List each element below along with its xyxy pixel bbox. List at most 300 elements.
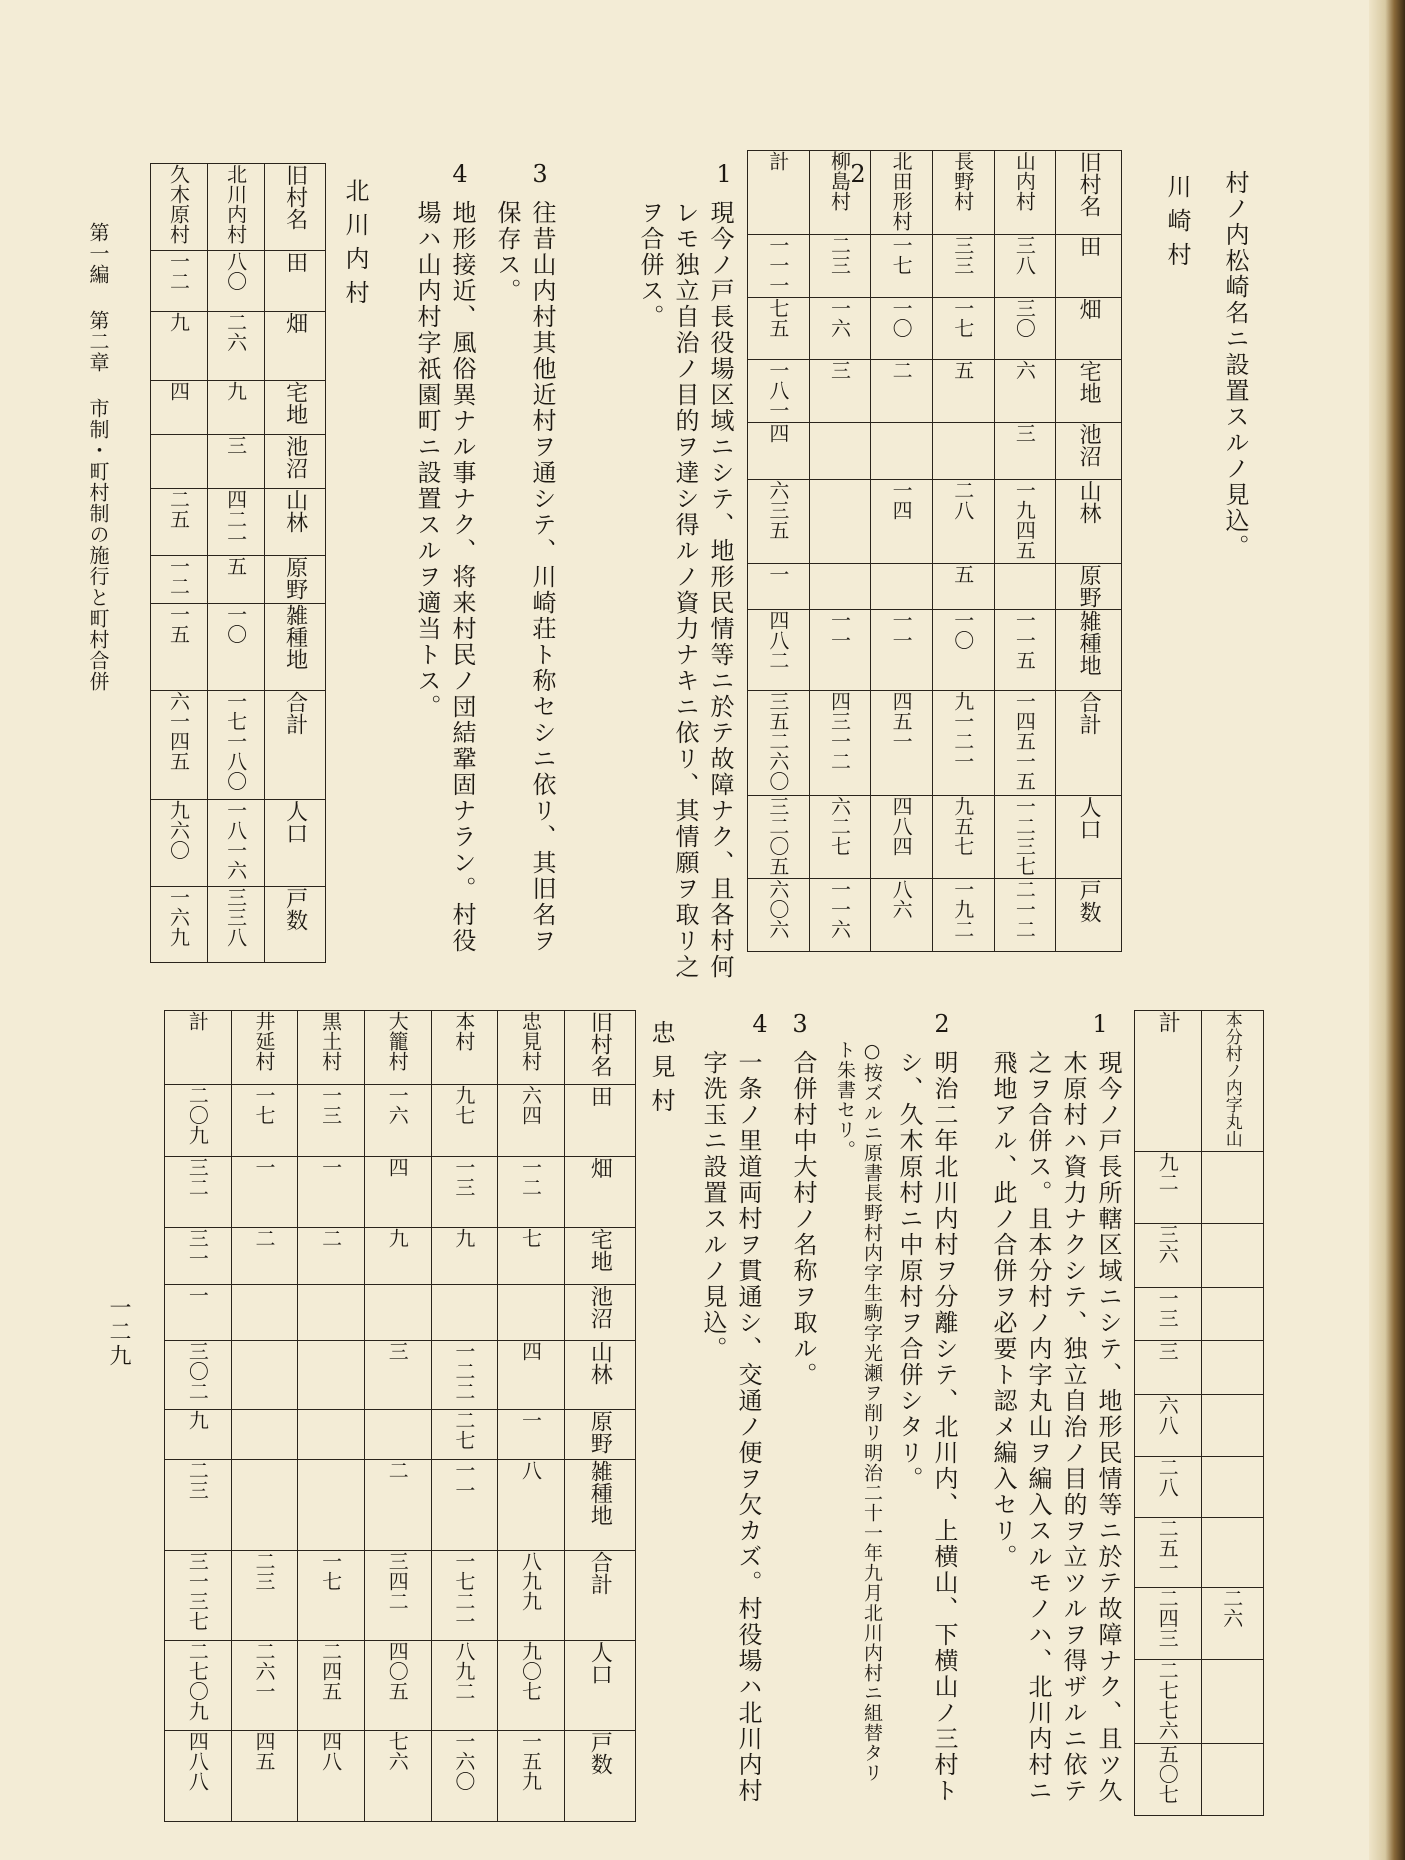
tadami-cell: 二〇九 [185, 1085, 210, 1146]
kitakawachi-table-cell [151, 604, 208, 690]
kitakawachi-table-cell [151, 381, 208, 435]
tadami-cell: 井延村 [251, 1011, 276, 1071]
tadami-table-cell [364, 1285, 431, 1341]
kitakawachi-note-2: 明治二年北川内村ヲ分離シテ、北川内、上横山、下横山ノ三村トシ、久木原村ニ中原村ヲ合併シタリ。 [895, 1050, 958, 1804]
kitakawachi-table-cell [151, 799, 208, 886]
kawasaki-table-cell [748, 563, 810, 610]
tadami-table-cell [165, 1409, 232, 1459]
kawasaki-table-cell [994, 610, 1056, 691]
continuation-value: 二七七六 [1155, 1660, 1180, 1741]
kitakawachi-note-2-num: 2 [928, 1010, 956, 1040]
kawasaki-table-cell [994, 879, 1056, 952]
kawasaki-table-cell [1056, 563, 1122, 610]
tadami-cell: 三一 [185, 1227, 210, 1268]
tadami-table-cell [364, 1459, 431, 1550]
tadami-table-cell [498, 1227, 565, 1285]
kitakawachi-table-cell [208, 251, 265, 311]
tadami-cell: 黒土村 [318, 1011, 343, 1071]
tadami-table-cell [231, 1085, 298, 1156]
kawasaki-note-4-num: 4 [446, 160, 474, 190]
kawasaki-cell: 長野村 [950, 151, 975, 211]
tadami-table-cell [364, 1409, 431, 1459]
kawasaki-cell: 四八四 [889, 795, 914, 856]
tadami-cell: 一七 [318, 1550, 343, 1591]
kawasaki-header-cell: 原野 [1076, 563, 1102, 608]
kitakawachi-cell: 九 [166, 311, 191, 332]
tadami-header-cell: 池沼 [587, 1285, 613, 1330]
tadami-cell: 三 [385, 1340, 410, 1361]
kitakawachi-table-cell [208, 799, 265, 886]
kitakawachi-table-cell [208, 381, 265, 435]
tadami-table-cell [564, 1011, 635, 1085]
kawasaki-table-cell [994, 795, 1056, 879]
tadami-table-cell [431, 1459, 498, 1550]
tadami-table-cell [498, 1285, 565, 1341]
kawasaki-table-cell [809, 297, 871, 359]
kawasaki-table-cell [994, 151, 1056, 235]
kawasaki-table-cell [994, 691, 1056, 796]
continuation-cell [1135, 1660, 1202, 1743]
tadami-cell: 一三 [451, 1156, 476, 1197]
tadami-cell: 一六 [385, 1085, 410, 1126]
kawasaki-table-cell [1056, 480, 1122, 564]
kawasaki-table-cell [932, 151, 994, 235]
kawasaki-cell: 一 [765, 563, 790, 584]
kawasaki-table-cell [871, 480, 933, 564]
tadami-cell: 三一三七 [185, 1550, 210, 1631]
tadami-table-cell [231, 1640, 298, 1730]
tadami-cell: 一二二 [451, 1340, 476, 1401]
tadami-cell: 七 [518, 1227, 543, 1248]
tadami-table-cell [165, 1550, 232, 1640]
tadami-table-cell [165, 1285, 232, 1341]
kitakawachi-table-cell [151, 251, 208, 311]
kawasaki-table-cell [809, 563, 871, 610]
kawasaki-note-3-num: 3 [526, 160, 554, 190]
kitakawachi-table-cell [208, 555, 265, 604]
kawasaki-table-cell [871, 795, 933, 879]
tadami-header-cell: 人口 [587, 1640, 613, 1685]
tadami-table-cell [165, 1227, 232, 1285]
kitakawachi-table-cell [265, 887, 326, 963]
continuation-value: 一三 [1155, 1287, 1180, 1328]
kawasaki-table-cell [932, 879, 994, 952]
tadami-table-cell [165, 1011, 232, 1085]
kitakawachi-table [150, 163, 326, 963]
kawasaki-cell: 九一二一 [950, 691, 975, 772]
kawasaki-header-cell: 田 [1076, 234, 1102, 257]
kitakawachi-cell: 二六 [223, 311, 248, 352]
kitakawachi-table-cell [265, 251, 326, 311]
continuation-cell [1201, 1660, 1263, 1743]
kawasaki-table-cell [871, 297, 933, 359]
continuation-cell [1135, 1456, 1202, 1518]
kawasaki-table-cell [748, 879, 810, 952]
tadami-table-cell [231, 1409, 298, 1459]
kawasaki-table-cell [809, 360, 871, 423]
tadami-cell: 六四 [518, 1085, 543, 1126]
kawasaki-cell: 一一 [827, 610, 852, 651]
kawasaki-table-cell [994, 360, 1056, 423]
tadami-table-cell [231, 1011, 298, 1085]
kawasaki-table-cell [748, 610, 810, 691]
tadami-table-cell [431, 1640, 498, 1730]
kitakawachi-header-cell: 戸数 [282, 887, 308, 932]
kitakawachi-cell: 一七一八〇 [223, 690, 248, 791]
continuation-cell [1135, 1518, 1202, 1588]
kitakawachi-note-1: 現今ノ戸長所轄区域ニシテ、地形民情等ニ於テ故障ナク、且ツ久木原村ハ資力ナクシテ、独立自治ノ目的ヲ立ツルヲ得ザルニ依テ之ヲ合併ス。且本分村ノ内字丸山ヲ編入スルモノハ、北川内村ニ飛地アル、此ノ合併ヲ必要ト認メ編入セリ。 [989, 1050, 1122, 1804]
tadami-table-cell [364, 1085, 431, 1156]
continuation-cell [1135, 1152, 1202, 1224]
kawasaki-cell: 四五一 [889, 691, 914, 752]
kawasaki-cell: 一一五 [1012, 610, 1037, 671]
kawasaki-table-cell [932, 234, 994, 297]
kitakawachi-table-cell [265, 555, 326, 604]
tadami-table-cell [498, 1640, 565, 1730]
kawasaki-note-4: 地形接近、風俗異ナル事ナク、将来村民ノ団結鞏固ナラン。村役場ハ山内村字祇園町ニ設置スルヲ適当トス。 [413, 200, 476, 954]
tadami-cell: 九〇七 [518, 1640, 543, 1701]
tadami-table-cell [564, 1459, 635, 1550]
tadami-table-cell [498, 1156, 565, 1227]
tadami-table-cell [364, 1227, 431, 1285]
tadami-header-cell: 山林 [587, 1340, 613, 1385]
tadami-table-cell [564, 1640, 635, 1730]
kitakawachi-header-cell: 原野 [282, 555, 308, 600]
kawasaki-table-cell [748, 234, 810, 297]
tadami-cell: 四 [385, 1156, 410, 1177]
kawasaki-cell: 九五七 [950, 795, 975, 856]
kawasaki-table-cell [994, 563, 1056, 610]
tadami-table-cell [165, 1459, 232, 1550]
kawasaki-cell: 三 [827, 360, 852, 381]
tadami-header-cell: 戸数 [587, 1730, 613, 1775]
kawasaki-header-cell: 人口 [1076, 795, 1102, 840]
kitakawachi-header-cell: 人口 [282, 799, 308, 844]
tadami-cell: 四八 [318, 1730, 343, 1771]
kitakawachi-cell: 一八一六 [223, 799, 248, 880]
tadami-cell: 九 [385, 1227, 410, 1248]
tadami-heading: 忠見村 [647, 1020, 675, 1122]
kawasaki-table-cell [1056, 360, 1122, 423]
tadami-cell: 四 [518, 1340, 543, 1361]
kitakawachi-table-cell [151, 434, 208, 488]
tadami-table-cell [364, 1730, 431, 1821]
kawasaki-cell: 北田形村 [889, 151, 914, 231]
tadami-table-cell [298, 1085, 365, 1156]
kitakawachi-table-cell [265, 488, 326, 555]
kawasaki-table-cell [748, 423, 810, 480]
tadami-table-cell [364, 1340, 431, 1409]
kawasaki-cell: 二八 [950, 480, 975, 521]
kitakawachi-cell: 三三八 [223, 887, 248, 948]
kawasaki-table-cell [871, 691, 933, 796]
continuation-cell [1201, 1152, 1263, 1224]
tadami-header-cell: 原野 [587, 1409, 613, 1454]
kawasaki-table-cell [932, 423, 994, 480]
tadami-cell: 二 [251, 1227, 276, 1248]
kawasaki-cell: 四八二 [765, 610, 790, 671]
page-number: 一二九 [106, 1296, 131, 1368]
tadami-cell: 一五九 [518, 1730, 543, 1791]
tadami-cell: 四〇五 [385, 1640, 410, 1701]
tadami-table-cell [431, 1285, 498, 1341]
kawasaki-cell: 一九四五 [1012, 480, 1037, 561]
kawasaki-table-cell [748, 480, 810, 564]
tadami-cell: 一七 [251, 1085, 276, 1126]
kawasaki-table-cell [871, 423, 933, 480]
tadami-cell: 四五 [251, 1730, 276, 1771]
kitakawachi-header-cell: 山林 [282, 488, 308, 533]
kawasaki-cell: 一四五一五 [1012, 691, 1037, 792]
tadami-table-cell [165, 1640, 232, 1730]
continuation-cell [1135, 1224, 1202, 1288]
kawasaki-cell: 三五二六〇 [765, 691, 790, 792]
tadami-cell: 一六〇 [451, 1730, 476, 1791]
kitakawachi-cell: 八〇 [223, 251, 248, 292]
tadami-table-cell [431, 1550, 498, 1640]
kawasaki-table [747, 150, 1122, 952]
kitakawachi-table-cell [265, 799, 326, 886]
kitakawachi-table-cell [208, 488, 265, 555]
kawasaki-header-cell: 宅地 [1076, 360, 1102, 405]
kawasaki-cell: 一八一 [765, 360, 790, 421]
kitakawachi-cell: 北川内村 [223, 164, 248, 244]
kitakawachi-cell: 一〇 [223, 604, 248, 645]
continuation-cell [1201, 1224, 1263, 1288]
kitakawachi-header-cell: 田 [282, 251, 308, 274]
tadami-table-cell [564, 1227, 635, 1285]
kitakawachi-table-cell [208, 604, 265, 690]
tadami-cell: 二六一 [251, 1640, 276, 1701]
continuation-cell [1201, 1743, 1263, 1815]
kitakawachi-cell: 一五 [166, 604, 191, 645]
kawasaki-cell: 一九二 [950, 879, 975, 940]
continuation-header-cell [1201, 1011, 1263, 1152]
tadami-cell: 二七 [451, 1409, 476, 1450]
kawasaki-header-cell: 山林 [1076, 480, 1102, 525]
tadami-cell: 本村 [451, 1011, 476, 1051]
tadami-table-cell [298, 1227, 365, 1285]
kawasaki-table-cell [994, 297, 1056, 359]
tadami-table-cell [498, 1340, 565, 1409]
kitakawachi-cell: 一六九 [166, 887, 191, 948]
tadami-cell: 一 [185, 1285, 210, 1306]
continuation-cell [1135, 1394, 1202, 1456]
tadami-table-cell [298, 1285, 365, 1341]
kitakawachi-table-cell [265, 381, 326, 435]
kawasaki-table-cell [1056, 423, 1122, 480]
kawasaki-table-cell [809, 423, 871, 480]
kawasaki-table-cell [748, 151, 810, 235]
kawasaki-cell: 一六 [827, 297, 852, 338]
kitakawachi-cell: 六一四五 [166, 690, 191, 771]
kawasaki-table-cell [1056, 234, 1122, 297]
tadami-cell: 九 [451, 1227, 476, 1248]
kawasaki-cell: 六三五 [765, 480, 790, 541]
kawasaki-table-cell [1056, 297, 1122, 359]
kitakawachi-table-cell [151, 488, 208, 555]
tadami-table-cell [564, 1340, 635, 1409]
kawasaki-table-cell [871, 151, 933, 235]
tadami-table-cell [564, 1285, 635, 1341]
scan-binding-edge [1369, 0, 1405, 1860]
kawasaki-header-cell: 畑 [1076, 297, 1102, 320]
kawasaki-table-cell [809, 610, 871, 691]
tadami-cell: 八 [518, 1459, 543, 1480]
kitakawachi-note-3: 合併村中大村ノ名称ヲ取ル。 [789, 1050, 817, 1388]
tadami-cell: 二七〇九 [185, 1640, 210, 1721]
kawasaki-cell: 一〇 [950, 610, 975, 651]
kitakawachi-note-3-num: 3 [786, 1010, 814, 1040]
tadami-cell: 計 [185, 1011, 210, 1031]
kawasaki-table-cell [871, 360, 933, 423]
tadami-table-cell [364, 1550, 431, 1640]
kitakawachi-cell: 久木原村 [166, 164, 191, 244]
tadami-cell: 一七二一 [451, 1550, 476, 1631]
tadami-table-cell [165, 1730, 232, 1821]
kitakawachi-annotation: ○按ズルニ原書長野村内字生駒字光瀬ヲ削リ明治二十一年九月北川内村ニ組替タリト朱書セリ。 [834, 1040, 883, 1783]
kawasaki-header-cell: 池沼 [1076, 423, 1102, 468]
continuation-value: 五〇七 [1155, 1743, 1180, 1804]
kawasaki-table-cell [748, 297, 810, 359]
tadami-table-cell [564, 1730, 635, 1821]
kawasaki-cell: 五 [950, 360, 975, 381]
kitakawachi-table-cell [208, 887, 265, 963]
kitakawachi-table-cell [208, 164, 265, 251]
kawasaki-cell: 山内村 [1012, 151, 1037, 211]
tadami-table-cell [298, 1156, 365, 1227]
kitakawachi-heading: 北川内村 [341, 178, 369, 314]
kawasaki-cell: 六〇六 [765, 879, 790, 940]
tadami-table-cell [431, 1340, 498, 1409]
tadami-table-cell [298, 1459, 365, 1550]
continuation-cell [1135, 1341, 1202, 1395]
tadami-table-cell [364, 1640, 431, 1730]
kawasaki-cell: 六 [1012, 360, 1037, 381]
kawasaki-table-cell [871, 879, 933, 952]
kawasaki-heading: 川崎村 [1163, 174, 1191, 276]
tadami-cell: 八九九 [518, 1550, 543, 1611]
tadami-table-cell [364, 1011, 431, 1085]
kawasaki-header-cell: 雑種地 [1076, 610, 1102, 677]
tadami-table-cell [298, 1409, 365, 1459]
continuation-cell [1201, 1518, 1263, 1588]
kawasaki-table-cell [809, 879, 871, 952]
tadami-table-cell [298, 1340, 365, 1409]
kawasaki-cell: 三二〇五 [765, 795, 790, 876]
tadami-cell: 二四五 [318, 1640, 343, 1701]
continuation-header: 本分村ノ内字丸山 [1221, 1011, 1242, 1147]
tadami-table-cell [431, 1085, 498, 1156]
tadami-header-cell: 旧村名 [587, 1011, 613, 1077]
kitakawachi-table-cell [208, 311, 265, 380]
tadami-header-cell: 雑種地 [587, 1459, 613, 1526]
tadami-table-cell [431, 1409, 498, 1459]
kawasaki-table-cell [809, 480, 871, 564]
tadami-cell: 三〇二 [185, 1340, 210, 1401]
tadami-table-cell [165, 1340, 232, 1409]
tadami-table-cell [364, 1156, 431, 1227]
kawasaki-cell: 一四 [889, 480, 914, 521]
kawasaki-cell: 三 [1012, 423, 1037, 444]
kawasaki-table-cell [748, 795, 810, 879]
tadami-table-cell [431, 1156, 498, 1227]
kawasaki-cell: 一一 [889, 610, 914, 651]
continuation-cell [1201, 1588, 1263, 1660]
tadami-table-cell [231, 1730, 298, 1821]
kitakawachi-cell: 一二 [166, 251, 191, 292]
kitakawachi-table-cell [265, 164, 326, 251]
tadami-cell: 三二 [185, 1156, 210, 1197]
kitakawachi-table-cell [265, 690, 326, 799]
kawasaki-cell: 二一二 [1012, 879, 1037, 940]
continuation-value: 二八 [1155, 1456, 1180, 1497]
kawasaki-cell: 一七 [889, 234, 914, 275]
tadami-table-cell [498, 1011, 565, 1085]
kawasaki-table-cell [871, 563, 933, 610]
continuation-cell [1201, 1394, 1263, 1456]
continuation-value: 三六 [1155, 1224, 1180, 1265]
kitakawachi-cell: 三 [223, 434, 248, 455]
kawasaki-cell: 一一六 [827, 879, 852, 940]
continuation-cell [1135, 1743, 1202, 1815]
continuation-cell [1201, 1456, 1263, 1518]
tadami-header-cell: 合計 [587, 1550, 613, 1595]
kitakawachi-header-cell: 旧村名 [282, 164, 308, 230]
continuation-cell [1135, 1588, 1202, 1660]
tadami-cell: 四八八 [185, 1730, 210, 1791]
tadami-table-cell [498, 1085, 565, 1156]
tadami-cell: 七六 [385, 1730, 410, 1771]
kitakawachi-table-cell [151, 887, 208, 963]
tadami-table-cell [231, 1340, 298, 1409]
kitakawachi-cell: 九六〇 [166, 799, 191, 860]
kitakawachi-cell: 四 [166, 381, 191, 401]
continuation-value: 三 [1155, 1341, 1180, 1362]
running-head: 第一編 第二章 市制・町村制の施行と町村合併 [86, 222, 110, 692]
kitakawachi-table-cell [208, 690, 265, 799]
kitakawachi-table-cell [151, 311, 208, 380]
tadami-header-cell: 田 [587, 1085, 613, 1108]
tadami-table-cell [298, 1730, 365, 1821]
tadami-table-cell [498, 1459, 565, 1550]
kitakawachi-table-cell [151, 164, 208, 251]
tadami-table-cell [231, 1227, 298, 1285]
kitakawachi-header-cell: 池沼 [282, 434, 308, 479]
kitakawachi-table-cell [151, 555, 208, 604]
kawasaki-cell: 二 [889, 360, 914, 381]
tadami-table-cell [564, 1085, 635, 1156]
tadami-table-cell [498, 1409, 565, 1459]
kawasaki-table-cell [932, 563, 994, 610]
tadami-table [164, 1010, 636, 1822]
kawasaki-note-1: 現今ノ戸長役場区域ニシテ、地形民情等ニ於テ故障ナク、且各村何レモ独立自治ノ目的ヲ達シ得ルノ資力ナキニ依リ、其情願ヲ取リ之ヲ合併ス。 [636, 200, 734, 980]
kawasaki-cell: 三八 [1012, 234, 1037, 275]
tadami-table-cell [298, 1640, 365, 1730]
tadami-table-cell [231, 1459, 298, 1550]
tadami-table-cell [564, 1409, 635, 1459]
tadami-cell: 一一 [451, 1459, 476, 1500]
tadami-cell: 一 [251, 1156, 276, 1177]
kawasaki-cell: 四 [765, 423, 790, 444]
tadami-header-cell: 畑 [587, 1156, 613, 1179]
kawasaki-table-cell [871, 234, 933, 297]
kawasaki-table-cell [994, 480, 1056, 564]
tadami-cell: 九 [185, 1409, 210, 1430]
kitakawachi-note-4-num: 4 [746, 1010, 774, 1040]
kitakawachi-note-1-num: 1 [1086, 1010, 1114, 1040]
kitakawachi-header-cell: 合計 [282, 690, 308, 735]
